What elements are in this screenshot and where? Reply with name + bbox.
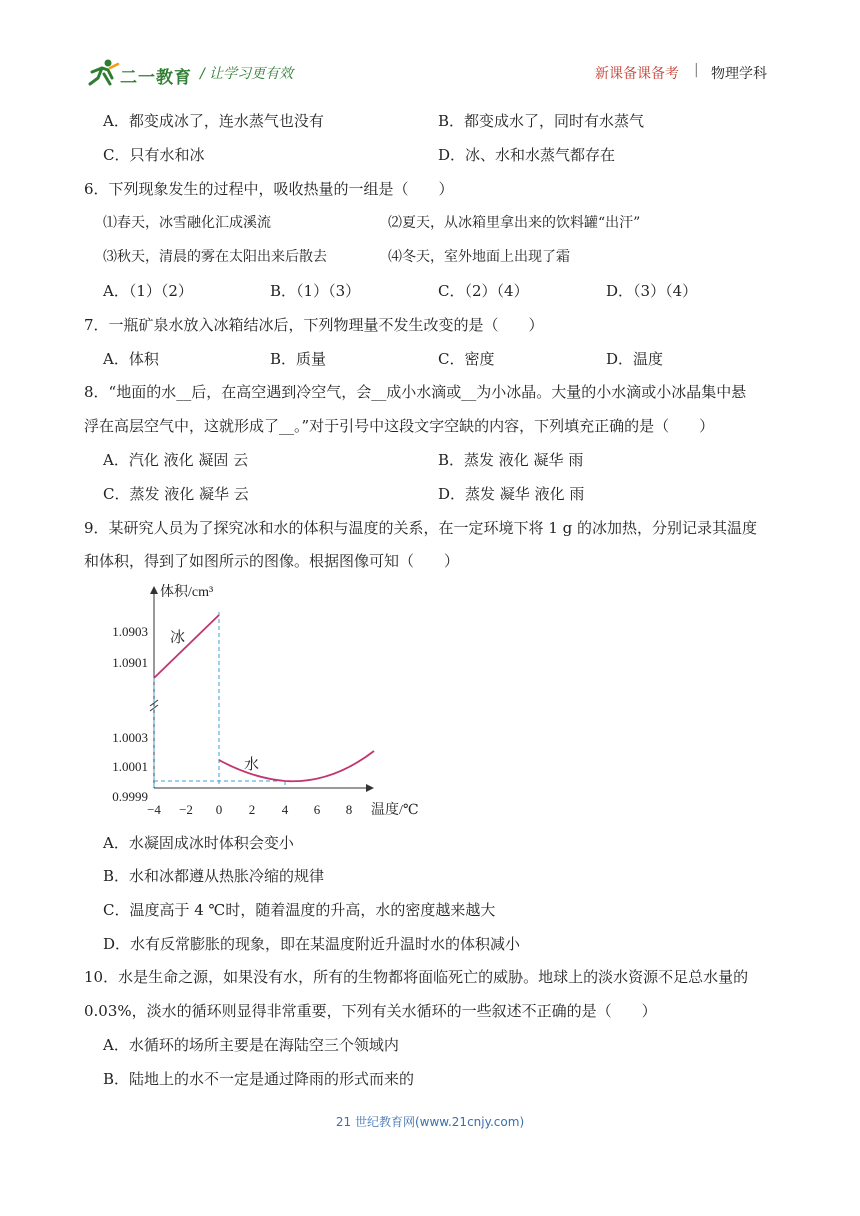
q8-option-a: A．汽化 液化 凝固 云	[103, 451, 249, 469]
header-subject: 物理学科	[711, 66, 767, 82]
logo-runner-icon	[86, 58, 120, 90]
q6-item-3: ⑶秋天，清晨的雾在太阳出来后散去	[103, 249, 327, 265]
x-tick-label: −4	[147, 802, 161, 817]
q6-option-a: A．（1）（2）	[103, 282, 193, 300]
q8-stem-line2: 浮在高层空气中，这就形成了__。”对于引号中这段文字空缺的内容，下列填充正确的是（ ）	[84, 417, 715, 435]
series-label-water: 水	[244, 757, 260, 773]
q9-option-d: D．水有反常膨胀的现象，即在某温度附近升温时水的体积减小	[103, 935, 521, 953]
x-tick-label: 4	[281, 802, 289, 817]
x-tick-label: 0	[215, 802, 223, 817]
y-tick-label: 1.0903	[112, 624, 148, 639]
y-axis-label: 体积/cm³	[160, 585, 214, 600]
q10-option-b: B．陆地上的水不一定是通过降雨的形式而来的	[103, 1070, 415, 1088]
header-separator: |	[694, 62, 699, 78]
y-tick-label: 1.0003	[112, 730, 148, 745]
series-label-ice: 冰	[170, 630, 186, 646]
q5-option-c: C．只有水和冰	[103, 146, 205, 164]
q6-option-c: C．（2）（4）	[438, 282, 529, 300]
footer-source[interactable]: 21 世纪教育网(www.21cnjy.com)	[335, 1115, 525, 1129]
q6-option-b: B．（1）（3）	[270, 282, 361, 300]
x-tick-label: 6	[313, 802, 321, 817]
q5-option-d: D．冰、水和水蒸气都存在	[438, 146, 616, 164]
x-axis-arrow	[366, 784, 374, 792]
q8-option-d: D．蒸发 凝华 液化 雨	[438, 485, 585, 503]
q5-option-b: B．都变成水了，同时有水蒸气	[438, 112, 645, 130]
x-axis-label: 温度/℃	[371, 803, 419, 818]
y-axis-arrow	[150, 586, 158, 594]
slogan: / 让学习更有效	[200, 66, 294, 82]
q9-option-b: B．水和冰都遵从热胀冷缩的规律	[103, 867, 325, 885]
q7-option-d: D．温度	[606, 350, 664, 368]
x-tick-label: −2	[179, 802, 193, 817]
q9-stem-line1: 9．某研究人员为了探究冰和水的体积与温度的关系，在一定环境下将 1 g 的冰加热，分别记录其温度	[84, 519, 757, 537]
q5-option-a: A．都变成冰了，连水蒸气也没有	[103, 112, 324, 130]
q6-item-2: ⑵夏天，从冰箱里拿出来的饮料罐“出汗”	[388, 215, 641, 231]
y-tick-label: 0.9999	[112, 789, 148, 804]
volume-temperature-chart	[96, 578, 436, 824]
q6-stem: 6．下列现象发生的过程中，吸收热量的一组是（ ）	[84, 180, 454, 198]
q10-stem-line1: 10．水是生命之源，如果没有水，所有的生物都将面临死亡的威胁。地球上的淡水资源不足总水量的	[84, 968, 749, 986]
x-tick-label: 8	[345, 802, 353, 817]
y-tick-label: 1.0001	[112, 759, 148, 774]
q9-option-a: A．水凝固成冰时体积会变小	[103, 834, 294, 852]
q8-option-b: B．蒸发 液化 凝华 雨	[438, 451, 584, 469]
q9-option-c: C．温度高于 4 ℃时，随着温度的升高，水的密度越来越大	[103, 901, 496, 919]
q6-item-4: ⑷冬天，室外地面上出现了霜	[388, 249, 570, 265]
q10-stem-line2: 0.03%，淡水的循环则显得非常重要，下列有关水循环的一些叙述不正确的是（ ）	[84, 1002, 657, 1020]
header-tag: 新课备课备考	[595, 66, 679, 82]
q6-option-d: D．（3）（4）	[606, 282, 698, 300]
q10-option-a: A．水循环的场所主要是在海陆空三个领域内	[103, 1036, 399, 1054]
x-tick-label: 2	[248, 802, 256, 817]
q6-item-1: ⑴春天，冰雪融化汇成溪流	[103, 215, 271, 231]
q8-stem-line1: 8．“地面的水__后，在高空遇到冷空气，会__成小水滴或__为小冰晶。大量的小水滴或小冰晶集中悬	[84, 383, 747, 401]
q9-stem-line2: 和体积，得到了如图所示的图像。根据图像可知（ ）	[84, 552, 460, 570]
y-tick-label: 1.0901	[112, 655, 148, 670]
ice-volume-line	[154, 615, 219, 678]
q7-option-a: A．体积	[103, 350, 159, 368]
q7-stem: 7．一瓶矿泉水放入冰箱结冰后，下列物理量不发生改变的是（ ）	[84, 316, 544, 334]
q8-option-c: C．蒸发 液化 凝华 云	[103, 485, 249, 503]
q7-option-c: C．密度	[438, 350, 495, 368]
water-volume-curve	[219, 751, 374, 781]
logo-text: 二一教育	[120, 68, 192, 88]
q7-option-b: B．质量	[270, 350, 327, 368]
